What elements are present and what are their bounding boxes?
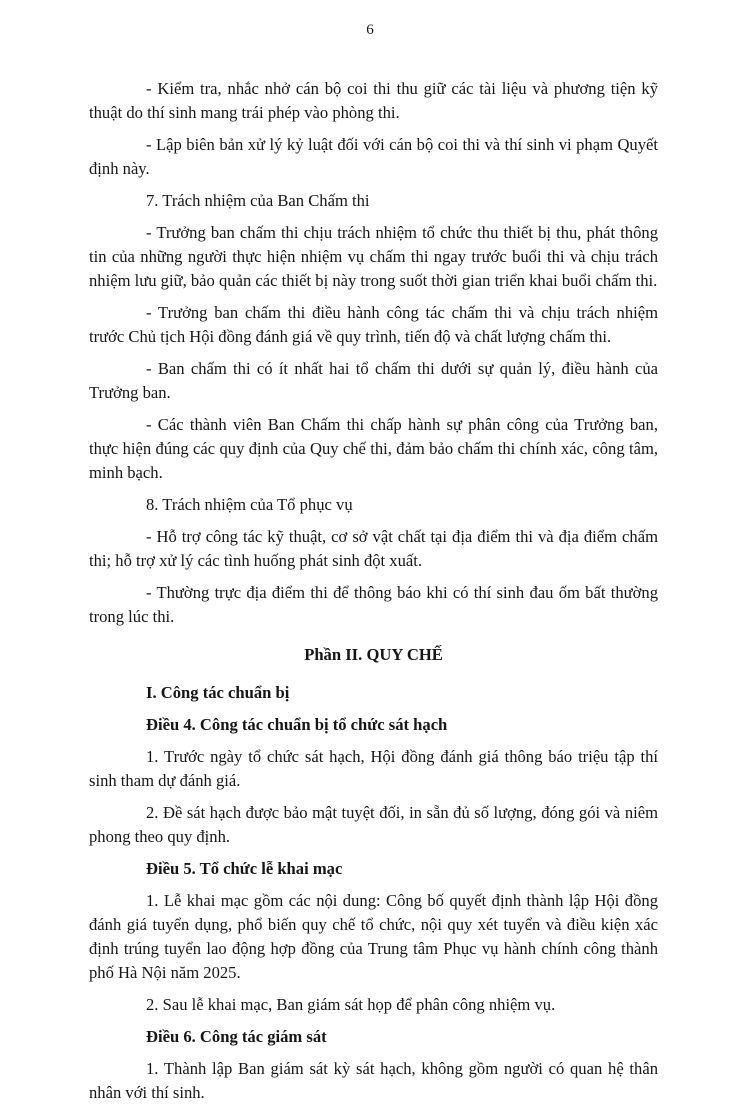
paragraph: - Kiểm tra, nhắc nhở cán bộ coi thi thu giữ các tài liệu và phương tiện kỹ thuật do thí sinh mang trái phép vào phòng thi. (89, 79, 658, 122)
paragraph: 2. Đề sát hạch được bảo mật tuyệt đối, in sẵn đủ số lượng, đóng gói và niêm phong theo quy định. (89, 803, 658, 846)
article-heading: Điều 5. Tổ chức lễ khai mạc (146, 859, 343, 878)
paragraph: 1. Lễ khai mạc gồm các nội dung: Công bố quyết định thành lập Hội đồng đánh giá tuyển dụng, phổ biến quy chế tổ chức, nội quy xét tuyển và điều kiện xác định trúng tuyển lao động hợp đồng của Trung tâm Phục vụ hành chính công thành phố Hà Nội năm 2025. (89, 891, 658, 982)
paragraph: - Trưởng ban chấm thi chịu trách nhiệm tổ chức thu thiết bị thu, phát thông tin của những người thực hiện nhiệm vụ chấm thi ngay trước buổi thi và chịu trách nhiệm lưu giữ, bảo quản các thiết bị này trong suốt thời gian triển khai buổi chấm thi. (89, 223, 658, 290)
paragraph: - Ban chấm thi có ít nhất hai tổ chấm thi dưới sự quản lý, điều hành của Trưởng ban. (89, 359, 658, 402)
paragraph: - Hỗ trợ công tác kỹ thuật, cơ sở vật chất tại địa điểm thi và địa điểm chấm thi; hỗ trợ xử lý các tình huống phát sinh đột xuất. (89, 527, 658, 570)
page-number: 6 (366, 22, 374, 38)
article-heading: Điều 4. Công tác chuẩn bị tổ chức sát hạch (146, 715, 448, 734)
article-heading: Điều 6. Công tác giám sát (146, 1027, 327, 1046)
paragraph: 2. Sau lễ khai mạc, Ban giám sát họp để phân công nhiệm vụ. (146, 995, 556, 1014)
paragraph: - Trưởng ban chấm thi điều hành công tác chấm thi và chịu trách nhiệm trước Chủ tịch Hội đồng đánh giá về quy trình, tiến độ và chất lượng chấm thi. (89, 303, 658, 346)
paragraph: 8. Trách nhiệm của Tổ phục vụ (146, 495, 353, 514)
paragraph: 1. Thành lập Ban giám sát kỳ sát hạch, không gồm người có quan hệ thân nhân với thí sinh. (89, 1059, 658, 1102)
section-heading: Phần II. QUY CHẾ (304, 645, 443, 664)
paragraph: - Các thành viên Ban Chấm thi chấp hành sự phân công của Trưởng ban, thực hiện đúng các quy định của Quy chế thi, đảm bảo chấm thi chính xác, công tâm, minh bạch. (89, 415, 658, 482)
article-heading: I. Công tác chuẩn bị (146, 683, 290, 702)
paragraph: 1. Trước ngày tổ chức sát hạch, Hội đồng đánh giá thông báo triệu tập thí sinh tham dự đánh giá. (89, 747, 658, 790)
document-body (89, 77, 658, 1113)
paragraph: 7. Trách nhiệm của Ban Chấm thi (146, 191, 370, 210)
paragraph: - Thường trực địa điểm thi để thông báo khi có thí sinh đau ốm bất thường trong lúc thi. (89, 583, 658, 626)
paragraph: - Lập biên bản xử lý kỷ luật đối với cán bộ coi thi và thí sinh vi phạm Quyết định này. (89, 135, 658, 178)
